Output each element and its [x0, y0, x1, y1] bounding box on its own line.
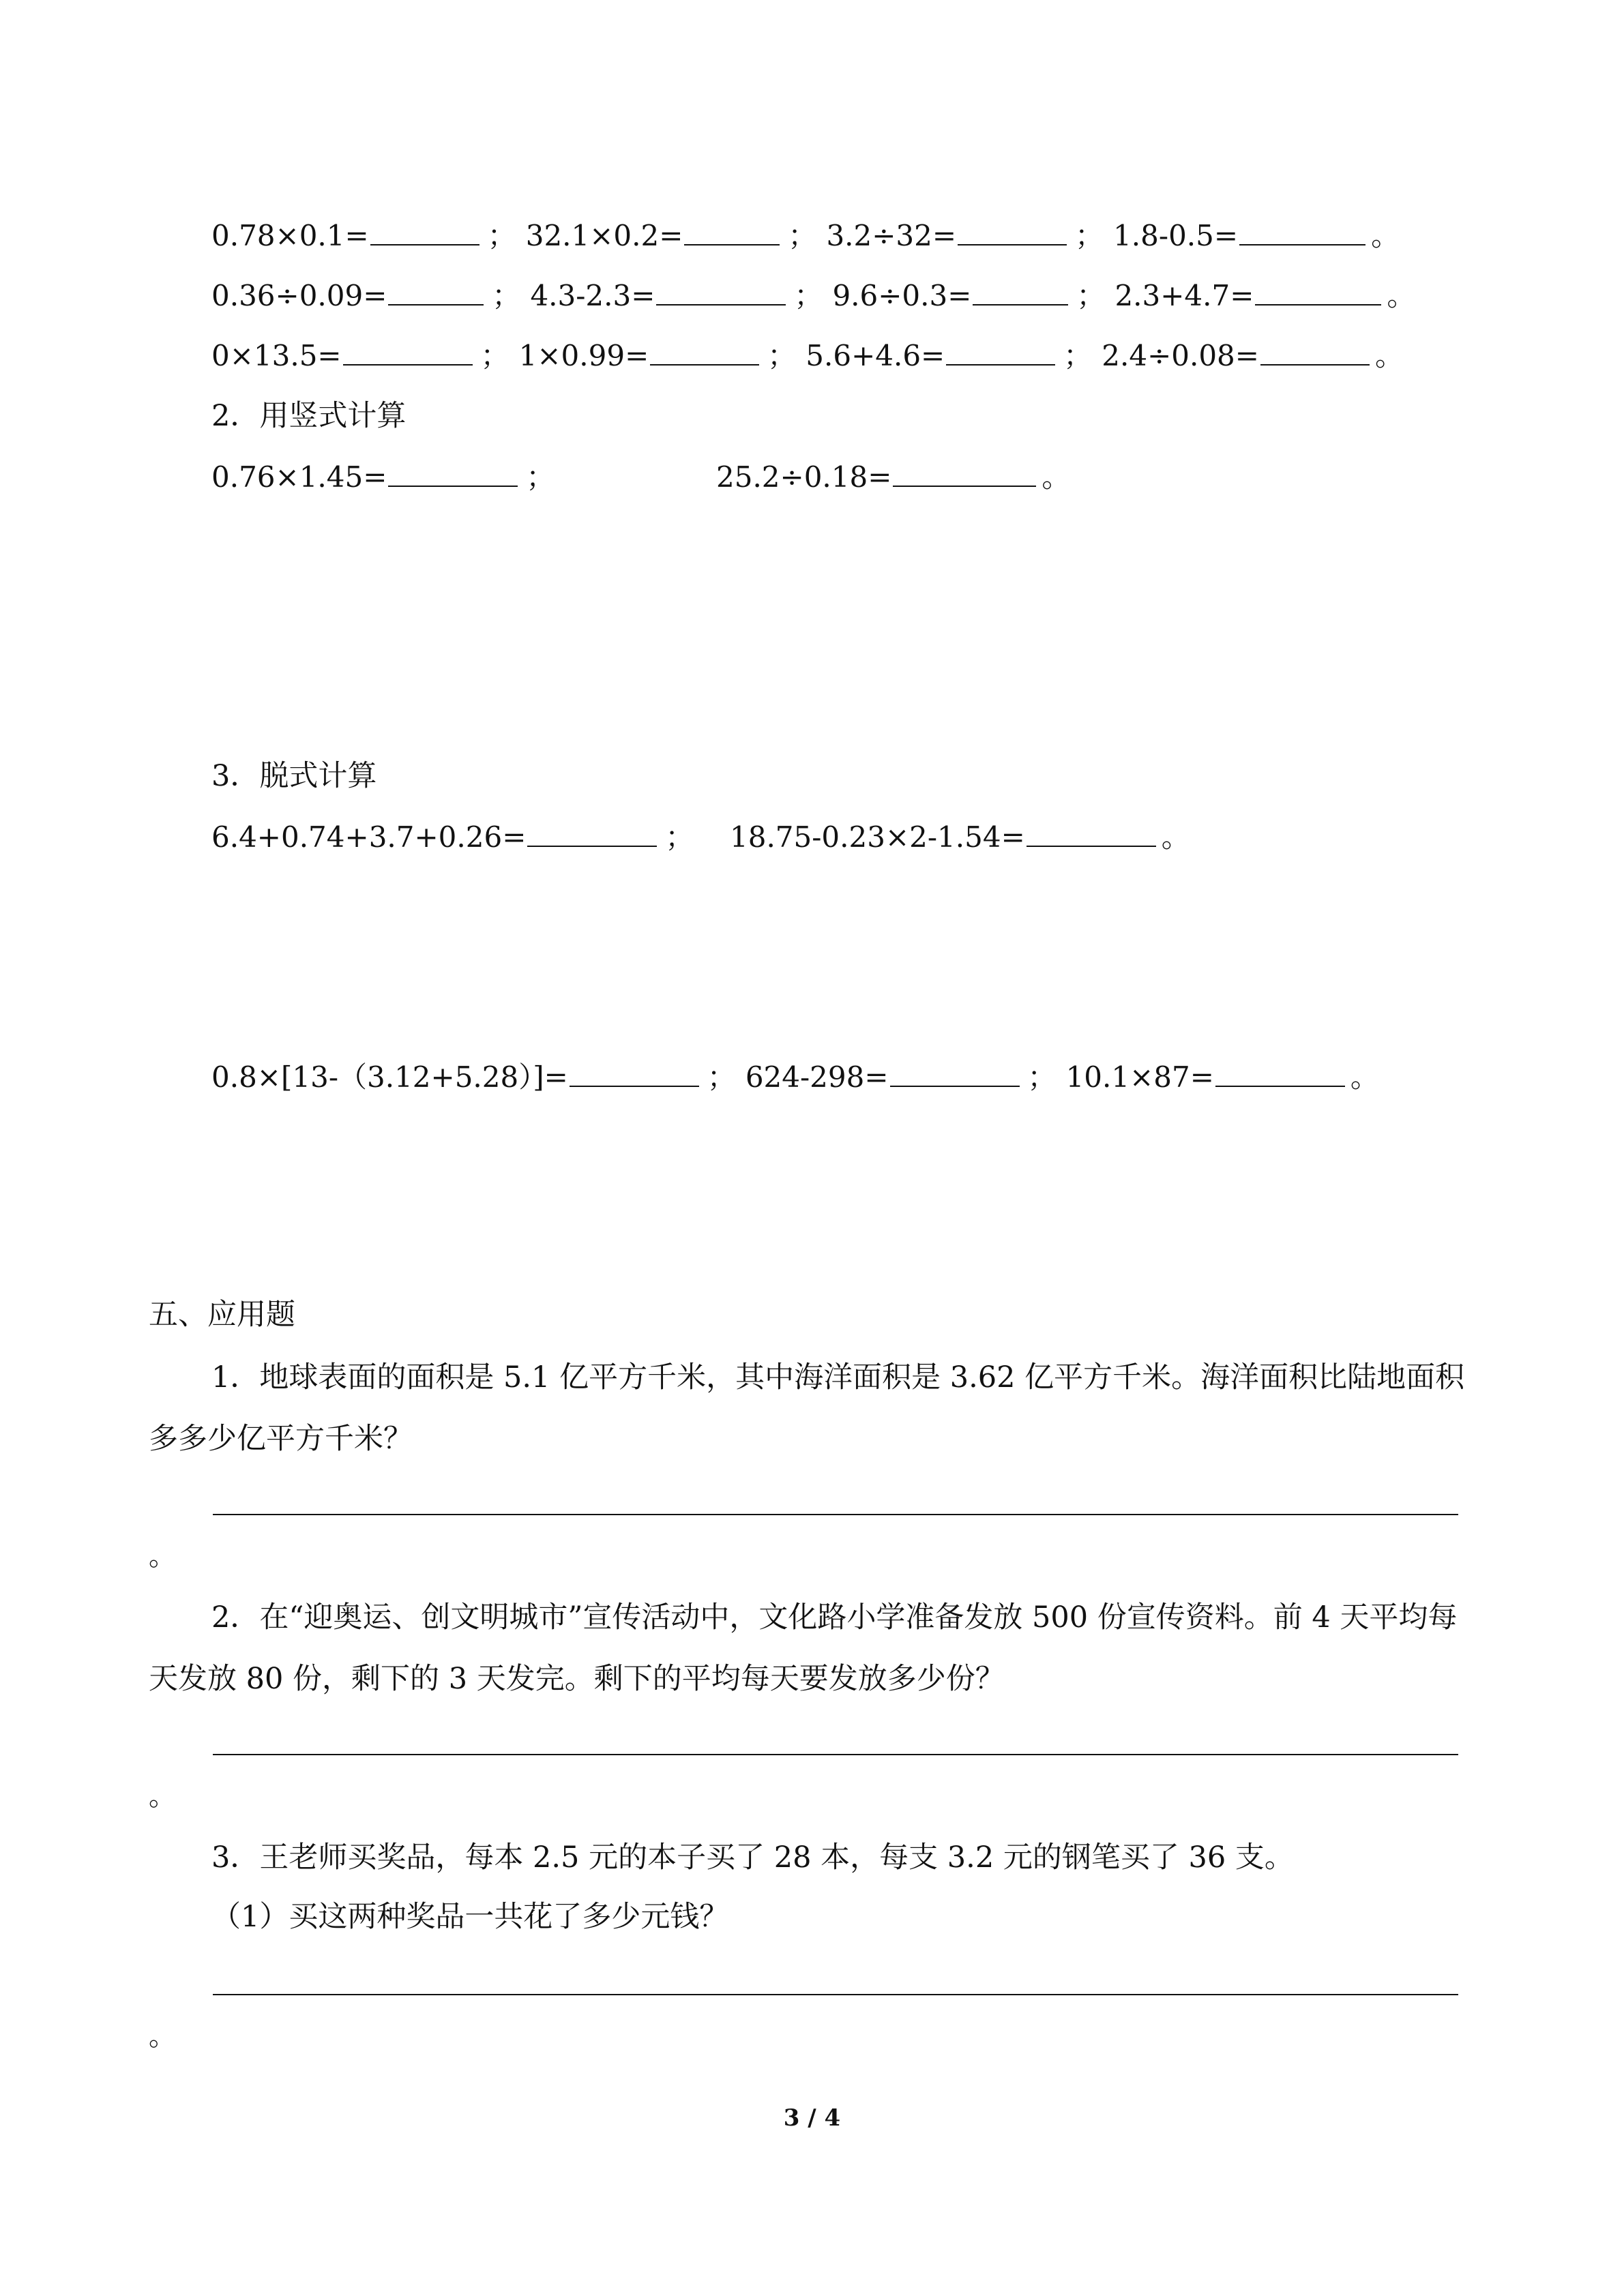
answer-blank[interactable]: [946, 338, 1055, 366]
answer-blank[interactable]: [370, 218, 479, 245]
expr: 2.3+4.7=: [1114, 279, 1254, 312]
answer-end-mark: 。: [149, 1780, 176, 1812]
answer-blank[interactable]: [388, 278, 484, 305]
oral-row-3: [211, 337, 1404, 375]
vertical-calc-row: [211, 458, 1070, 496]
separator: ；: [794, 279, 823, 312]
end-mark: 。: [1161, 820, 1190, 854]
expr: 0.78×0.1=: [211, 219, 369, 252]
separator: ；: [526, 460, 555, 494]
oral-row-1: [211, 217, 1400, 255]
answer-line-1[interactable]: [213, 1514, 1458, 1515]
stepwise-calc-title: 3．脱式计算: [211, 759, 377, 793]
separator: ；: [492, 279, 521, 312]
stepwise-row-2: [211, 1058, 1379, 1097]
vertical-item-2: [716, 458, 1070, 496]
expr: 0×13.5=: [211, 339, 342, 372]
answer-blank[interactable]: [684, 218, 780, 245]
expr: 5.6+4.6=: [806, 339, 945, 372]
answer-blank[interactable]: [1239, 218, 1365, 245]
separator: ；: [480, 339, 510, 372]
expr: 2.4÷0.08=: [1102, 339, 1259, 372]
answer-blank[interactable]: [343, 338, 473, 366]
expr: 18.75-0.23×2-1.54=: [730, 820, 1025, 854]
page-number: 3 / 4: [783, 2104, 841, 2132]
answer-blank[interactable]: [1255, 278, 1381, 305]
expr: 1.8-0.5=: [1113, 219, 1239, 252]
separator: ；: [707, 1060, 736, 1094]
answer-blank[interactable]: [958, 218, 1067, 245]
separator: ；: [1063, 339, 1093, 372]
answer-line-3[interactable]: [213, 1994, 1458, 1995]
answer-blank[interactable]: [527, 820, 657, 847]
expr: 0.76×1.45=: [211, 460, 387, 494]
answer-blank[interactable]: [570, 1060, 699, 1087]
end-mark: 。: [1371, 219, 1400, 252]
expr: 4.3-2.3=: [530, 279, 655, 312]
expr: 6.4+0.74+3.7+0.26=: [211, 820, 527, 854]
end-mark: 。: [1387, 279, 1416, 312]
answer-blank[interactable]: [893, 460, 1036, 487]
expr: 0.8×[13-（3.12+5.28）]=: [211, 1060, 568, 1094]
answer-blank[interactable]: [973, 278, 1068, 305]
end-mark: 。: [1042, 460, 1071, 494]
separator: ；: [1076, 279, 1106, 312]
stepwise-row-1: [211, 818, 1190, 856]
end-mark: 。: [1350, 1060, 1379, 1094]
separator: ；: [1027, 1060, 1057, 1094]
expr: 32.1×0.2=: [525, 219, 683, 252]
expr: 1×0.99=: [518, 339, 649, 372]
stepwise-item-2: [730, 818, 1190, 856]
section-5-title: 五、应用题: [149, 1298, 295, 1332]
oral-row-2: [211, 277, 1415, 315]
answer-blank[interactable]: [890, 1060, 1020, 1087]
end-mark: 。: [1374, 339, 1404, 372]
answer-blank[interactable]: [388, 460, 518, 487]
separator: ；: [767, 339, 797, 372]
question-3: 3．王老师买奖品，每本 2.5 元的本子买了 28 本，每支 3.2 元的钢笔买了 36 支。: [211, 1840, 1294, 1875]
vertical-item-1: [211, 458, 716, 496]
separator: ；: [487, 219, 516, 252]
answer-line-2[interactable]: [213, 1754, 1458, 1755]
separator: ；: [665, 820, 694, 854]
question-1: 1．地球表面的面积是 5.1 亿平方千米，其中海洋面积是 3.62 亿平方千米。海洋面积比陆地面积多多少亿平方千米？: [149, 1360, 1465, 1456]
expr: 624-298=: [745, 1060, 889, 1094]
answer-end-mark: 。: [149, 1540, 176, 1572]
question-2: 2．在“迎奥运、创文明城市”宣传活动中，文化路小学准备发放 500 份宣传资料。前 4 天平均每天发放 80 份，剩下的 3 天发完。剩下的平均每天要发放多少份？: [149, 1600, 1458, 1696]
expr: 0.36÷0.09=: [211, 279, 387, 312]
answer-blank[interactable]: [1260, 338, 1370, 366]
answer-blank[interactable]: [1027, 820, 1156, 847]
answer-blank[interactable]: [656, 278, 786, 305]
stepwise-item-1: [211, 818, 730, 856]
vertical-calc-title: 2．用竖式计算: [211, 399, 407, 433]
separator: ；: [788, 219, 817, 252]
expr: 3.2÷32=: [826, 219, 957, 252]
expr: 9.6÷0.3=: [832, 279, 972, 312]
separator: ；: [1075, 219, 1104, 252]
question-3-part-1: （1）买这两种奖品一共花了多少元钱？: [211, 1900, 729, 1934]
expr: 25.2÷0.18=: [716, 460, 892, 494]
answer-blank[interactable]: [650, 338, 759, 366]
answer-end-mark: 。: [149, 2021, 176, 2052]
expr: 10.1×87=: [1065, 1060, 1214, 1094]
answer-blank[interactable]: [1215, 1060, 1345, 1087]
